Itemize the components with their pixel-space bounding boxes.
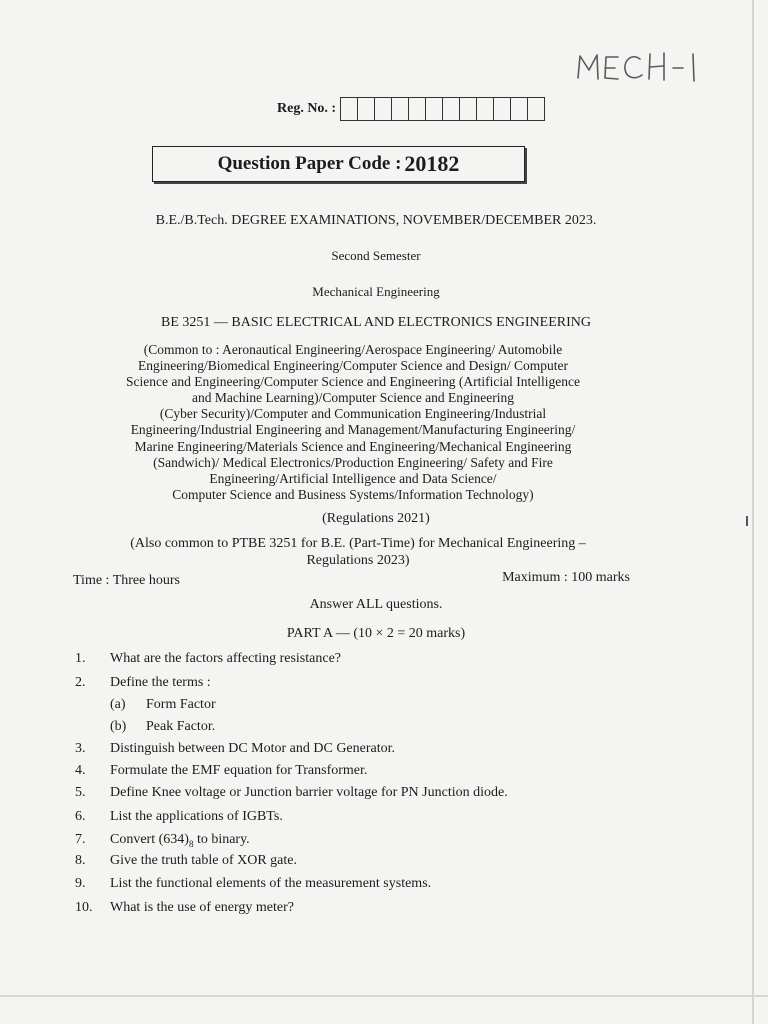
question-text: List the applications of IGBTs. <box>110 809 283 824</box>
question-item <box>0 832 752 850</box>
common-to-line: Engineering/Artificial Intelligence and Data Science/ <box>209 470 497 486</box>
question-text: Formulate the EMF equation for Transformer. <box>110 763 368 778</box>
question-number: 7. <box>75 832 86 847</box>
common-to-line: (Sandwich)/ Medical Electronics/Production Engineering/ Safety and Fire <box>153 454 553 470</box>
question-item <box>0 651 752 669</box>
paper-code-number: 20182 <box>404 151 460 176</box>
question-text <box>110 832 250 849</box>
question-item <box>0 876 752 894</box>
common-to-line: Engineering/Biomedical Engineering/Computer Science and Design/ Computer <box>137 358 569 374</box>
reg-number-digit-box <box>460 98 477 120</box>
also-common-line: (Also common to PTBE 3251 for B.E. (Part-Time) for Mechanical Engineering – <box>130 536 586 551</box>
exam-time: Time : Three hours <box>73 573 180 588</box>
question-text: What is the use of energy meter? <box>110 900 295 915</box>
question-number: 3. <box>75 741 86 756</box>
common-to-line: Computer Science and Business Systems/Information Technology) <box>172 486 534 502</box>
department: Mechanical Engineering <box>312 284 440 299</box>
paper-code-label: Question Paper Code : <box>217 153 402 174</box>
also-common-line: Regulations 2023) <box>306 553 410 568</box>
reg-number-digit-box <box>409 98 426 120</box>
question-number: 5. <box>75 785 86 800</box>
reg-number-digit-box <box>477 98 494 120</box>
question-number: 4. <box>75 763 86 778</box>
question-text: Define Knee voltage or Junction barrier voltage for PN Junction diode. <box>110 785 508 800</box>
reg-number-digit-box <box>511 98 528 120</box>
common-to-block <box>70 342 636 503</box>
question-text-part: Convert (634) <box>110 832 189 847</box>
question-number: 9. <box>75 876 86 891</box>
reg-number-digit-box <box>341 98 358 120</box>
reg-number-digit-box <box>443 98 460 120</box>
sub-question-item <box>0 697 752 715</box>
question-number: 2. <box>75 675 86 690</box>
semester: Second Semester <box>331 248 421 263</box>
common-to-line: Marine Engineering/Materials Science and Engineering/Mechanical Engineering <box>134 438 572 454</box>
reg-number-digit-box <box>426 98 443 120</box>
question-item <box>0 809 752 827</box>
reg-number-digit-box <box>392 98 409 120</box>
instruction: Answer ALL questions. <box>309 597 443 612</box>
sub-question-text: Peak Factor. <box>146 719 216 734</box>
common-to-line: Engineering/Industrial Engineering and Management/Manufacturing Engineering/ <box>130 422 576 438</box>
common-to-line: (Cyber Security)/Computer and Communication Engineering/Industrial <box>159 406 547 422</box>
common-to-line: (Common to : Aeronautical Engineering/Aerospace Engineering/ Automobile <box>143 342 563 357</box>
question-item <box>0 785 752 803</box>
question-item <box>0 763 752 781</box>
question-item <box>0 675 752 693</box>
scan-edge-right <box>752 0 754 1024</box>
reg-number-digit-box <box>358 98 375 120</box>
handwritten-annotation <box>572 48 702 86</box>
question-text-part: to binary. <box>193 832 250 847</box>
part-a-heading: PART A — (10 × 2 = 20 marks) <box>286 626 466 641</box>
reg-number-label: Reg. No. : <box>277 101 337 116</box>
question-number: 10. <box>75 900 93 915</box>
course-title: BE 3251 — BASIC ELECTRICAL AND ELECTRONICS ENGINEERING <box>161 315 591 330</box>
question-number: 8. <box>75 853 86 868</box>
question-text: List the functional elements of the measurement systems. <box>110 876 432 891</box>
question-text: Give the truth table of XOR gate. <box>110 853 298 868</box>
question-item <box>0 853 752 871</box>
question-number: 1. <box>75 651 86 666</box>
regulations: (Regulations 2021) <box>322 511 430 526</box>
reg-number-digit-box <box>375 98 392 120</box>
sub-question-label: (b) <box>110 719 127 734</box>
question-paper-code-box <box>152 146 525 182</box>
also-common-block <box>80 535 636 569</box>
reg-number-field <box>277 96 545 122</box>
max-marks: Maximum : 100 marks <box>502 570 630 585</box>
question-item <box>0 741 752 759</box>
reg-number-boxes <box>340 97 545 121</box>
question-number: 6. <box>75 809 86 824</box>
sub-question-label: (a) <box>110 697 126 712</box>
question-text: What are the factors affecting resistance? <box>110 651 341 666</box>
number-base-subscript: 8 <box>188 838 194 849</box>
question-text: Define the terms : <box>110 675 211 690</box>
reg-number-digit-box <box>494 98 511 120</box>
question-item <box>0 900 752 918</box>
exam-title: B.E./B.Tech. DEGREE EXAMINATIONS, NOVEMBER/DECEMBER 2023. <box>155 213 597 228</box>
sub-question-text: Form Factor <box>146 697 216 712</box>
common-to-line: and Machine Learning)/Computer Science and Engineering <box>191 390 514 406</box>
scan-edge-bottom <box>0 995 768 997</box>
question-text: Distinguish between DC Motor and DC Generator. <box>110 741 396 756</box>
sub-question-item <box>0 719 752 737</box>
reg-number-digit-box <box>528 98 544 120</box>
common-to-line: Science and Engineering/Computer Science and Engineering (Artificial Intelligence <box>126 374 580 390</box>
